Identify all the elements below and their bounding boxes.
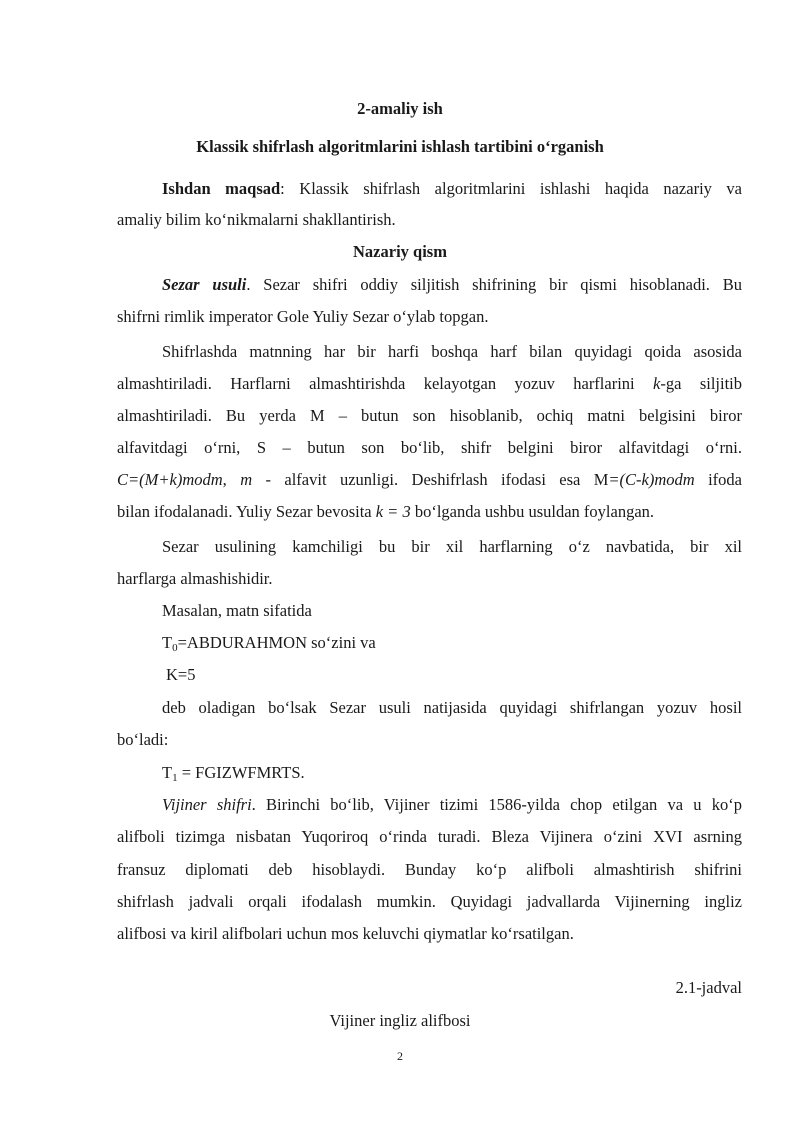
- goal-line-1: Ishdan maqsad: Klassik shifrlash algoritmlarini ishlashi haqida nazariy va: [162, 179, 743, 198]
- p2-line-2: almashtiriladi. Harflarni almashtirishda kelayotgan yozuv harflarini k-ga siljitib: [117, 374, 743, 393]
- p2-line-5: C=(M+k)modm, m - alfavit uzunligi. Deshifrlash ifodasi esa M=(C-k)modm ifoda: [117, 470, 742, 489]
- p3-line-2: harflarga almashishidir.: [117, 569, 273, 588]
- page-subtitle: Klassik shifrlash algoritmlarini ishlash tartibini o‘rganish: [196, 137, 604, 156]
- vigenere-label: Vijiner shifri: [162, 795, 252, 814]
- p2-line-1: Shifrlashda matnning har bir harfi boshqa harf bilan quyidagi qoida asosida: [162, 342, 742, 361]
- caesar-label: Sezar usuli: [162, 275, 247, 294]
- vigenere-line-1: Vijiner shifri. Birinchi bo‘lib, Vijiner tizimi 1586-yilda chop etilgan va u ko‘p: [162, 795, 742, 814]
- vigenere-line-3: fransuz diplomati deb hisoblaydi. Bunday ko‘p alifboli almashtirish shifrini: [117, 860, 742, 879]
- example-k: K=5: [166, 665, 196, 684]
- page-title: 2-amaliy ish: [357, 99, 443, 118]
- example-t1: $T_1$ = FGIZWFMRTS.: [162, 763, 305, 784]
- caesar-line-2: shifrni rimlik imperator Gole Yuliy Sezar o‘ylab topgan.: [117, 307, 489, 326]
- vigenere-line-2: alifboli tizimga nisbatan Yuqoriroq o‘rinda turadi. Bleza Vijinera o‘zini XVI asrning: [117, 827, 742, 846]
- example-intro: Masalan, matn sifatida: [162, 601, 312, 620]
- example-line-4: deb oladigan bo‘lsak Sezar usuli natijasida quyidagi shifrlangan yozuv hosil: [162, 698, 742, 717]
- example-line-5: bo‘ladi:: [117, 730, 169, 749]
- page-number: 2: [397, 1049, 403, 1063]
- section-title: Nazariy qism: [353, 242, 447, 261]
- p2-line-6: bilan ifodalanadi. Yuliy Sezar bevosita k = 3 bo‘lganda ushbu usuldan foylangan.: [117, 502, 655, 521]
- vigenere-line-4: shifrlash jadvali orqali ifodalash mumkin. Quyidagi jadvallarda Vijinerning ingliz: [117, 892, 742, 911]
- goal-label: Ishdan maqsad: [162, 179, 281, 198]
- table-caption: Vijiner ingliz alifbosi: [329, 1011, 471, 1030]
- p2-line-3: almashtiriladi. Bu yerda M – butun son hisoblanib, ochiq matni belgisini biror: [117, 406, 742, 425]
- vigenere-line-5: alifbosi va kiril alifbolari uchun mos keluvchi qiymatlar ko‘rsatilgan.: [117, 924, 574, 943]
- p2-line-4: alfavitdagi o‘rni, S – butun son bo‘lib, shifr belgini biror alfavitdagi o‘rni.: [117, 438, 742, 457]
- p3-line-1: Sezar usulining kamchiligi bu bir xil harflarning o‘z navbatida, bir xil: [162, 537, 742, 556]
- table-reference: 2.1-jadval: [675, 978, 742, 997]
- goal-line-2: amaliy bilim ko‘nikmalarni shakllantirish.: [117, 210, 396, 229]
- caesar-line-1: Sezar usuli. Sezar shifri oddiy siljitish shifrining bir qismi hisoblanadi. Bu: [162, 275, 742, 294]
- example-t0: $T_0=ABDURAHMON$ so‘zini va: [162, 633, 376, 654]
